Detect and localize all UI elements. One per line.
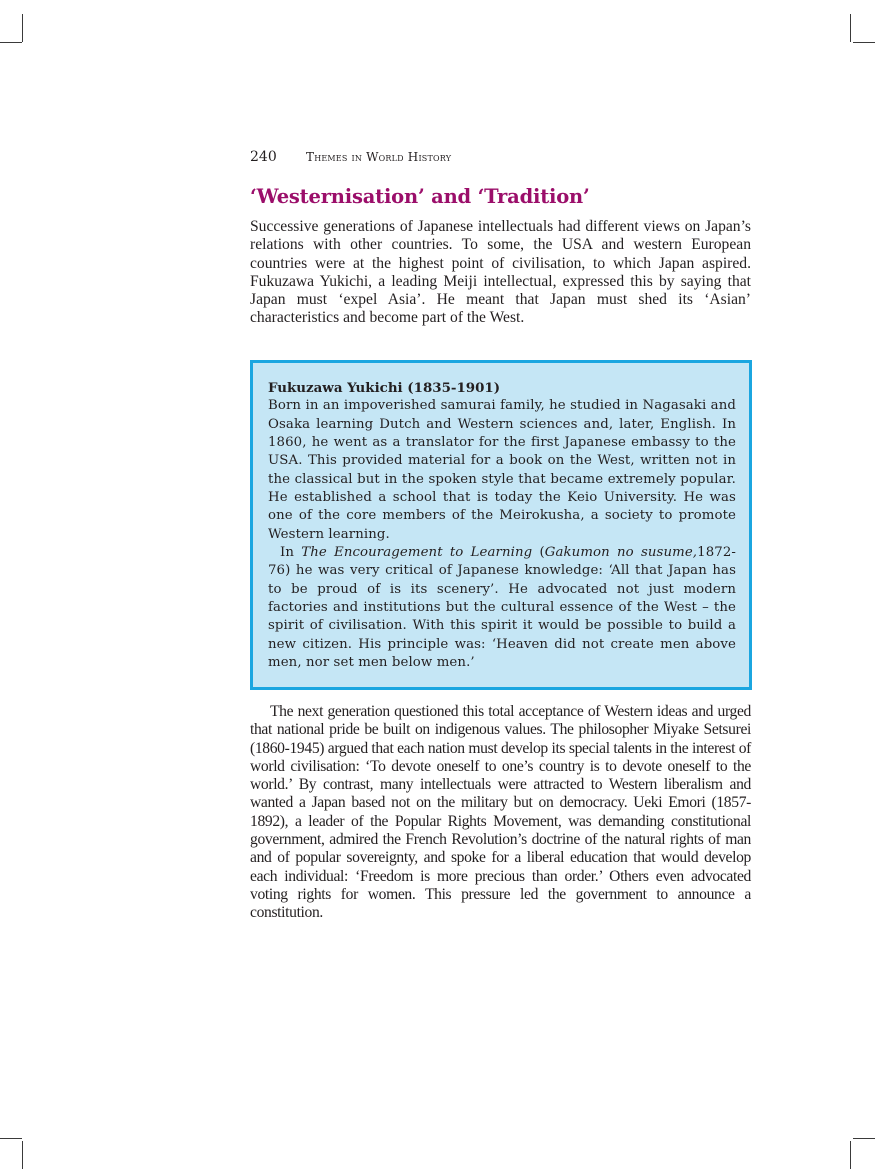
- crop-mark-top-left-horizontal: [0, 42, 22, 43]
- biography-paragraph-2-paren: (: [532, 545, 545, 561]
- biography-paragraph-1: [268, 397, 736, 544]
- page-header: [250, 146, 451, 165]
- crop-mark-top-left-vertical: [22, 14, 23, 42]
- crop-mark-top-right-vertical: [850, 14, 851, 42]
- biography-box-content: [268, 379, 736, 673]
- intro-paragraph: Successive generations of Japanese intellectuals had different views on Japan’s relations with other countries. To some, the USA and western European countries were at the highest point of civilisation, to which Japan aspired. Fukuzawa Yukichi, a leading Meiji intellectual, expressed this by saying that Japan must ‘expel Asia’. He meant that Japan must shed its ‘Asian’ characteristics and become part of the West.: [250, 218, 751, 327]
- crop-mark-bottom-left-vertical: [22, 1141, 23, 1169]
- crop-mark-bottom-right-horizontal: [853, 1138, 875, 1139]
- biography-title: Fukuzawa Yukichi (1835-1901): [268, 380, 501, 396]
- crop-mark-bottom-left-horizontal: [0, 1138, 22, 1139]
- biography-paragraph-2: [268, 544, 736, 672]
- body-paragraph: The next generation questioned this total acceptance of Western ideas and urged that national pride be built on indigenous values. The philosopher Miyake Setsurei (1860-1945) argued that each nation must develop its special talents in the interest of world civilisation: ‘To devote oneself to one’s country is to devote oneself to the world.’ By contrast, many intellectuals were attracted to Western liberalism and wanted a Japan based not on the military but on democracy. Ueki Emori (1857-1892), a leader of the Popular Rights Movement, was demanding constitutional government, admired the French Revolution’s doctrine of the natural rights of man and of popular sovereignty, and spoke for a liberal education that would develop each individual: ‘Freedom is more precious than order.’ Others even advocated voting rights for women. This pressure led the government to announce a constitution.: [250, 703, 751, 922]
- section-title: ‘Westernisation’ and ‘Tradition’: [250, 185, 590, 208]
- book-title: The Encouragement to Learning: [301, 545, 533, 561]
- biography-paragraph-2-prefix: In: [280, 545, 302, 561]
- crop-mark-top-right-horizontal: [853, 42, 875, 43]
- book-japanese-title: Gakumon no susume,: [544, 545, 698, 561]
- running-head: Themes in World History: [306, 150, 452, 164]
- biography-paragraph-2-rest: 1872-76) he was very critical of Japanese knowledge: ‘All that Japan has to be proud of is its scenery’. He advocated not just modern factories and institutions but the cultural essence of the West – the spirit of civilisation. With this spirit it would be possible to build a new citizen. His principle was: ‘Heaven did not create men above men, nor set men below men.’: [268, 545, 736, 671]
- crop-mark-bottom-right-vertical: [850, 1141, 851, 1169]
- biography-box: [250, 360, 752, 690]
- page-number: 240: [250, 149, 277, 165]
- biography-paragraph-1-text: Born in an impoverished samurai family, he studied in Nagasaki and Osaka learning Dutch and Western sciences and, later, English. In 1860, he went as a translator for the first Japanese embassy to the USA. This provided material for a book on the West, written not in the classical but in the spoken style that became extremely popular. He established a school that is today the Keio University. He was one of the core members of the Meirokusha, a society to promote Western learning.: [268, 398, 736, 542]
